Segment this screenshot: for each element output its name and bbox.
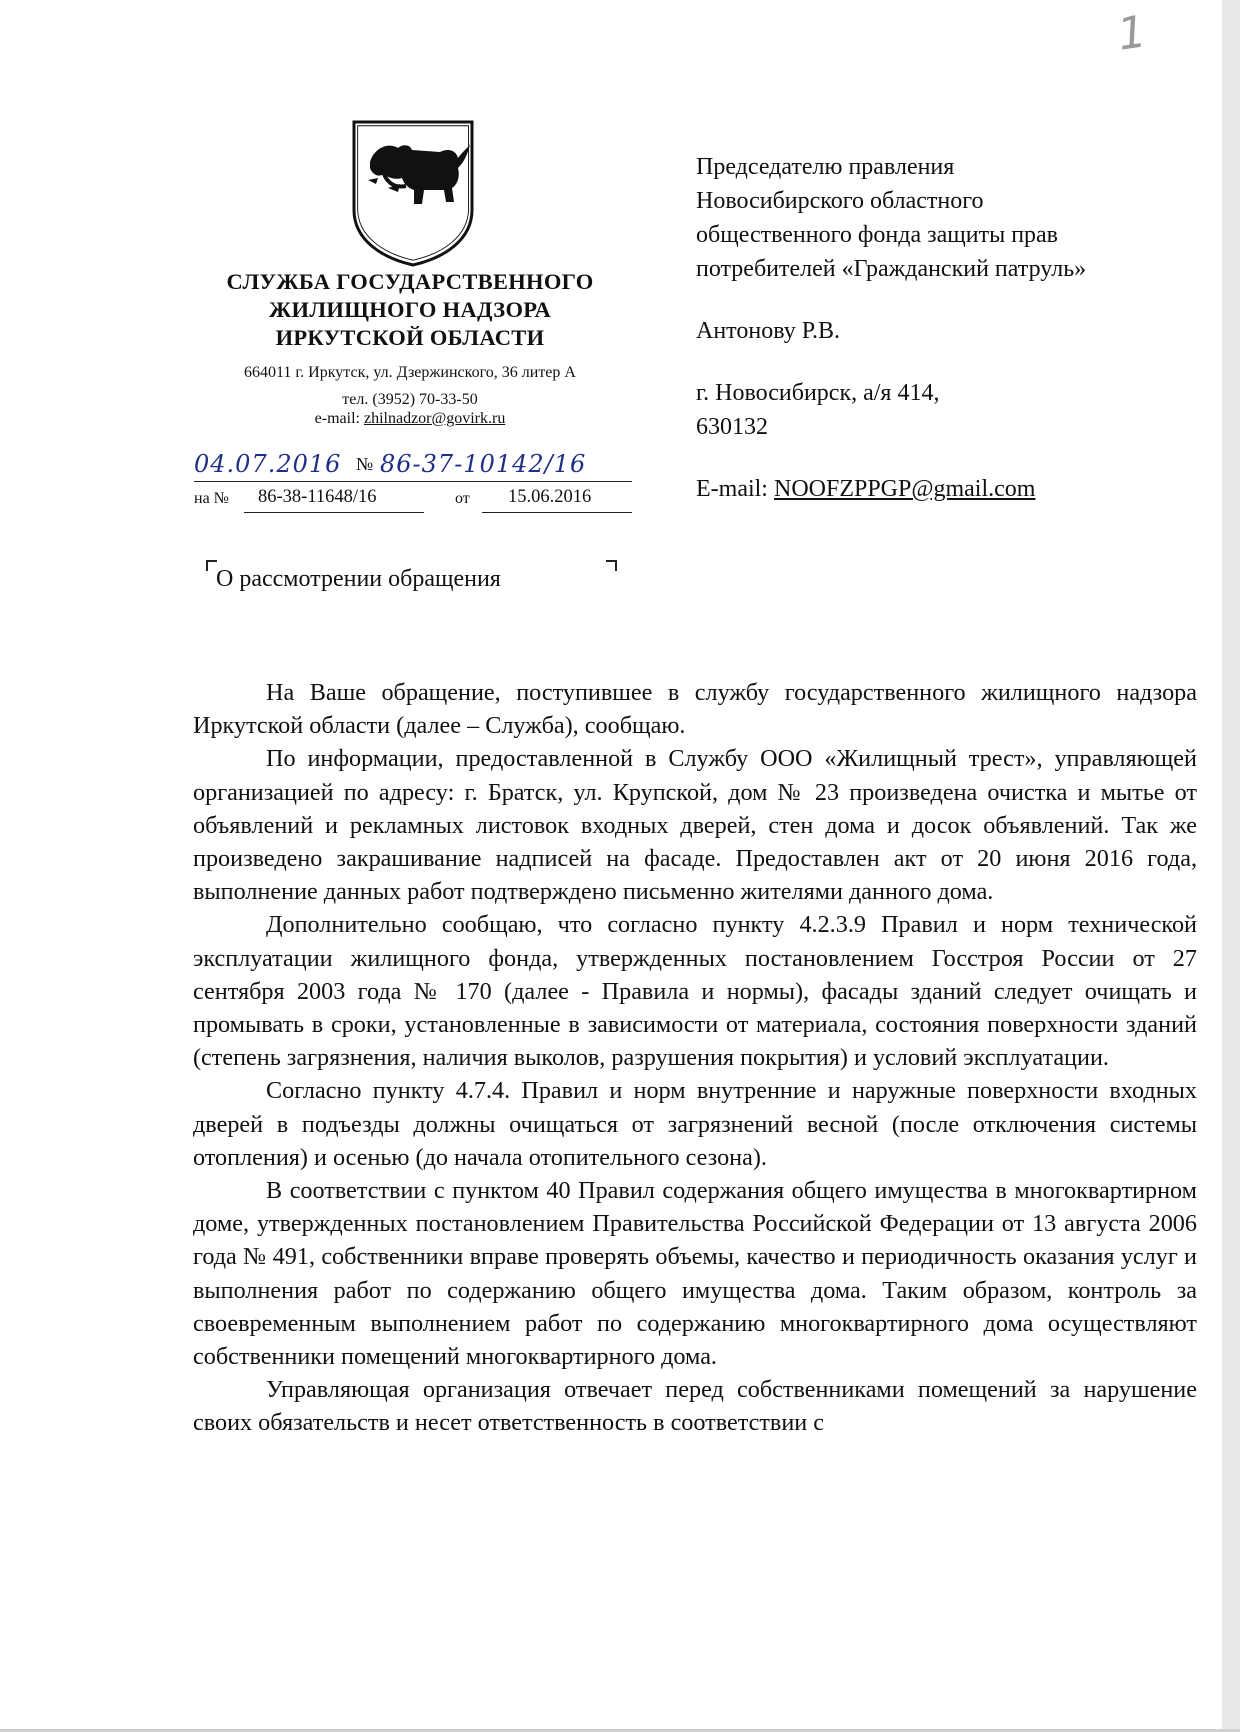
body-paragraph: В соответствии с пунктом 40 Правил содержания общего имущества в многоквартирном доме, утвержденных постановлением Правительства Российской Федерации от 13 августа 2006 года № 491, собственники вправе проверять объемы, качество и периодичность оказания услуг и выполнения работ по содержанию общего имущества дома. Таким образом, контроль за своевременным выполнением работ по содержанию многоквартирного дома осуществляют собственники помещений многоквартирного дома. [193,1177,1197,1371]
scan-edge [1222,0,1240,1732]
outgoing-line [194,481,632,482]
organization-block [180,268,640,428]
ref-date: 15.06.2016 [508,487,592,507]
body-paragraph: Дополнительно сообщаю, что согласно пункту 4.2.3.9 Правил и норм технической эксплуатации жилищного фонда, утвержденных постановлением Госстроя России от 27 сентября 2003 года № 170 (далее - Правила и нормы), фасады зданий следует очищать и промывать в сроки, установленные в зависимости от материала, состояния поверхности зданий (степень загрязнения, наличия выколов, разрушения покрытия) и условий эксплуатации. [193,911,1197,1072]
outgoing-date: 04.07.2016 [194,450,342,478]
ref-label: на № [194,490,229,507]
body-paragraph: На Ваше обращение, поступившее в службу государственного жилищного надзора Иркутской области (далее – Служба), сообщаю. [193,679,1197,740]
addressee-email-line [696,472,1216,506]
org-email-label: e-mail: [314,410,360,427]
org-title-line2: ЖИЛИЩНОГО НАДЗОРА [269,297,551,322]
coat-of-arms-icon [348,118,478,268]
subject-corner-right [606,560,617,571]
number-sign: № [356,454,374,474]
subject-line: О рассмотрении обращения [216,566,501,592]
ref-number-line [244,512,424,513]
addressee-email-link[interactable]: NOOFZPPGP@gmail.com [773,476,1036,502]
body-paragraph: Согласно пункту 4.7.4. Правил и норм внутренние и наружные поверхности входных дверей в подъезды должны очищаться от загрязнений весной (после отключения системы отопления) и осенью (до начала отопительного сезона). [193,1077,1197,1171]
body-paragraph: По информации, предоставленной в Службу ООО «Жилищный трест», управляющей организацией по адресу: г. Братск, ул. Крупской, дом № 23 произведена очистка и мытье от объявлений и рекламных листовок входных дверей, стен дома и досок объявлений. Так же произведено закрашивание надписей на фасаде. Предоставлен акт от 20 июня 2016 года, выполнение данных работ подтверждено письменно жителями данного дома. [193,745,1197,906]
outgoing-number: 86-37-10142/16 [380,450,587,478]
ref-number: 86-38-11648/16 [258,487,377,507]
org-title-line3: ИРКУТСКОЙ ОБЛАСТИ [275,325,545,350]
handwritten-page-number: 1 [1114,6,1150,61]
addressee-name: Антонову Р.В. [696,318,841,344]
addressee-line1: Председателю правления [696,154,955,180]
addressee-block [696,150,1216,506]
org-email-link[interactable]: zhilnadzor@govirk.ru [363,410,506,427]
letter-body [193,676,1197,1440]
from-label: от [455,490,470,507]
addressee-city: г. Новосибирск, а/я 414, [696,380,940,406]
addressee-postcode: 630132 [696,414,768,440]
org-title-line1: СЛУЖБА ГОСУДАРСТВЕННОГО [226,269,594,294]
org-address: 664011 г. Иркутск, ул. Дзержинского, 36 литер А [244,364,576,381]
addressee-line4: потребителей «Гражданский патруль» [696,256,1087,282]
org-phone: тел. (3952) 70-33-50 [342,391,478,408]
body-paragraph: Управляющая организация отвечает перед собственниками помещений за нарушение своих обязательств и несет ответственность в соответствии с [193,1376,1197,1437]
org-email-line [180,409,640,428]
addressee-line3: общественного фонда защиты прав [696,222,1059,248]
addressee-line2: Новосибирского областного [696,188,984,214]
addressee-email-label: E-mail: [696,476,768,502]
ref-date-line [482,512,632,513]
